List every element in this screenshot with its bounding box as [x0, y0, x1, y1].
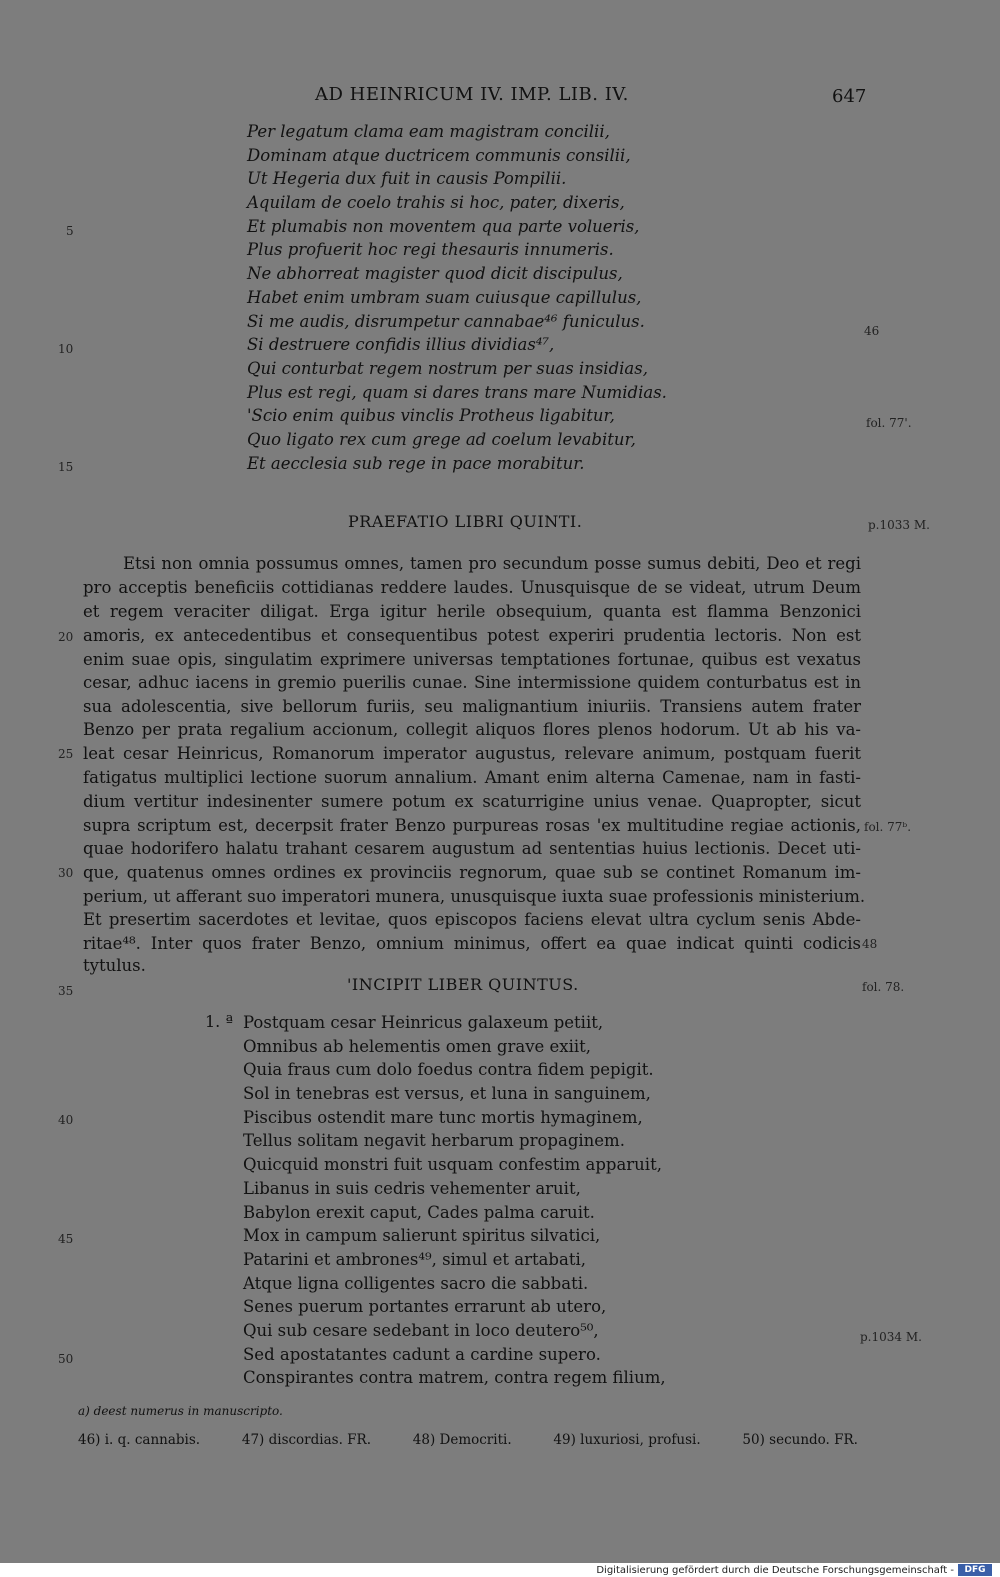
margin-note: p.1034 M.: [860, 1330, 922, 1344]
verse-line: Conspirantes contra matrem, contra regem filium,: [243, 1368, 666, 1388]
prose-line: dium vertitur indesinenter sumere potum ex scaturrigine unius venae. Quapropter, sicut: [83, 792, 861, 811]
prose-line: amoris, ex antecedentibus et consequentibus potest experiri prudentia lectoris. Non est: [83, 626, 861, 645]
line-number: 10: [58, 342, 74, 356]
prose-line: quae hodorifero halatu trahant cesarem augustum ad sententias huius lectionis. Decet uti-: [83, 839, 861, 858]
line-number: 25: [58, 747, 74, 761]
verse-line: Quia fraus cum dolo foedus contra fidem pepigit.: [243, 1060, 654, 1080]
prose-line: perium, ut afferant suo imperatori munera, unusquisque iuxta suae professionis ministerium.: [83, 887, 866, 906]
verse-line: Piscibus ostendit mare tunc mortis hymaginem,: [243, 1107, 643, 1127]
running-head: AD HEINRICUM IV. IMP. LIB. IV.: [315, 84, 629, 105]
prose-line: fatigatus multiplici lectione suorum annalium. Amant enim alterna Camenae, nam in fasti-: [83, 768, 861, 787]
prose-line: Benzo per prata regalium accionum, collegit aliquos flores plenos hodorum. Ut ab his va-: [83, 720, 861, 739]
verse-line: Dominam atque ductricem communis consilii,: [247, 145, 631, 165]
verse-line: Sed apostatantes cadunt a cardine supero.: [243, 1344, 601, 1364]
verse-line: Si destruere confidis illius dividias⁴⁷,: [247, 335, 555, 355]
verse-line: Libanus in suis cedris vehementer aruit,: [243, 1178, 581, 1198]
verse-line: Babylon erexit caput, Cades palma caruit.: [243, 1202, 595, 1222]
footnote: 49) luxuriosi, profusi.: [553, 1432, 701, 1448]
verse-line: 'Scio enim quibus vinclis Protheus ligabitur,: [247, 406, 615, 426]
footnote: 47) discordias. FR.: [241, 1432, 371, 1448]
prose-line: cesar, adhuc iacens in gremio puerilis cunae. Sine intermissione quidem conturbatus est in: [83, 673, 861, 692]
prose-line: que, quatenus omnes ordines ex provinciis regnorum, quae sub se continet Romanum im-: [83, 863, 861, 882]
prose-line: leat cesar Heinricus, Romanorum imperator augustus, relevare animum, postquam fuerit: [83, 744, 861, 763]
verse-line: Mox in campum salierunt spiritus silvatici,: [243, 1226, 601, 1246]
dfg-logo: DFG: [958, 1564, 992, 1576]
line-number: 45: [58, 1232, 74, 1246]
prose-line: Et presertim sacerdotes et levitae, quos episcopos faciens elevat ultra cyclum senis Abde-: [83, 910, 861, 929]
footnote: 46) i. q. cannabis.: [78, 1432, 201, 1448]
page-number: 647: [832, 86, 867, 107]
prose-line: ritae⁴⁸. Inter quos frater Benzo, omnium minimus, offert ea quae indicat quinti codicis: [83, 934, 861, 953]
verse-line: Si me audis, disrumpetur cannabae⁴⁶ funiculus.: [247, 311, 645, 331]
footnote: 50) secundo. FR.: [742, 1432, 858, 1448]
line-number: 15: [58, 460, 74, 474]
line-number: 30: [58, 866, 74, 880]
prose-line: supra scriptum est, decerpsit frater Benzo purpureas rosas 'ex multitudine regiae actionis,: [83, 816, 861, 835]
line-number: 40: [58, 1113, 74, 1127]
line-number: 35: [58, 984, 74, 998]
credit-bar: [0, 1563, 1000, 1577]
verse-line: Qui conturbat regem nostrum per suas insidias,: [247, 358, 648, 378]
line-number: 20: [58, 630, 74, 644]
verse-line: Plus profuerit hoc regi thesauris innumeris.: [247, 240, 614, 260]
poem-top: [247, 120, 667, 475]
prose-line: pro acceptis beneficiis cottidianas reddere laudes. Unusquisque de se videat, utrum Deum: [83, 578, 861, 597]
verse-line: Ne abhorreat magister quod dicit discipulus,: [247, 264, 623, 284]
verse-line: Senes puerum portantes errarunt ab utero,: [243, 1297, 607, 1317]
credit-text: Digitalisierung gefördert durch die Deutsche Forschungsgemeinschaft -: [596, 1565, 954, 1576]
verse-line: Et aecclesia sub rege in pace morabitur.: [247, 453, 585, 473]
margin-note: p.1033 M.: [868, 518, 930, 532]
poem-book-five: [243, 1011, 666, 1390]
footnote-a: a) deest numerus in manuscripto.: [78, 1404, 283, 1418]
prose-line: sua adolescentia, sive bellorum furiis, seu malignantium iniuriis. Transiens autem frater: [83, 697, 861, 716]
line-number: 5: [66, 224, 74, 238]
verse-line: Habet enim umbram suam cuiusque capillulus,: [247, 287, 642, 307]
margin-note: 48: [862, 937, 878, 951]
margin-note: fol. 78.: [862, 980, 905, 994]
prose-line: enim suae opis, singulatim exprimere universas temptationes fortunae, quibus est vexatus: [83, 650, 861, 669]
verse-number: 1. ª: [205, 1012, 233, 1031]
verse-line: Plus est regi, quam si dares trans mare Numidias.: [247, 382, 667, 402]
verse-line: Quo ligato rex cum grege ad coelum levabitur,: [247, 429, 636, 449]
book-heading: 'INCIPIT LIBER QUINTUS.: [347, 975, 579, 994]
prose-line: et regem veraciter diligat. Erga igitur herile obsequium, quanta est flamma Benzonici: [83, 602, 861, 621]
margin-note: 46: [864, 324, 880, 338]
verse-line: Aquilam de coelo trahis si hoc, pater, dixeris,: [247, 193, 625, 213]
footnotes: [78, 1432, 858, 1448]
verse-line: Quicquid monstri fuit usquam confestim apparuit,: [243, 1155, 662, 1175]
verse-line: Omnibus ab helementis omen grave exiit,: [243, 1036, 592, 1056]
prose-line: tytulus.: [83, 956, 146, 975]
verse-line: Tellus solitam negavit herbarum propaginem.: [243, 1131, 625, 1151]
footnote: 48) Democriti.: [412, 1432, 512, 1448]
preface-heading: PRAEFATIO LIBRI QUINTI.: [348, 512, 583, 531]
prose-line: Etsi non omnia possumus omnes, tamen pro secundum posse sumus debiti, Deo et regi: [123, 554, 861, 573]
verse-line: Ut Hegeria dux fuit in causis Pompilii.: [247, 169, 567, 189]
verse-line: Et plumabis non moventem qua parte volueris,: [247, 216, 640, 236]
verse-line: Sol in tenebras est versus, et luna in sanguinem,: [243, 1084, 651, 1104]
verse-line: Qui sub cesare sedebant in loco deutero⁵⁰,: [243, 1320, 599, 1340]
verse-line: Patarini et ambrones⁴⁹, simul et artabati,: [243, 1249, 586, 1269]
margin-note: fol. 77'.: [866, 416, 912, 430]
line-number: 50: [58, 1352, 74, 1366]
verse-line: Per legatum clama eam magistram concilii,: [247, 122, 610, 141]
margin-note: fol. 77ᵇ.: [864, 820, 912, 834]
verse-line: Postquam cesar Heinricus galaxeum petiit,: [243, 1013, 604, 1032]
verse-line: Atque ligna colligentes sacro die sabbati.: [243, 1273, 589, 1293]
